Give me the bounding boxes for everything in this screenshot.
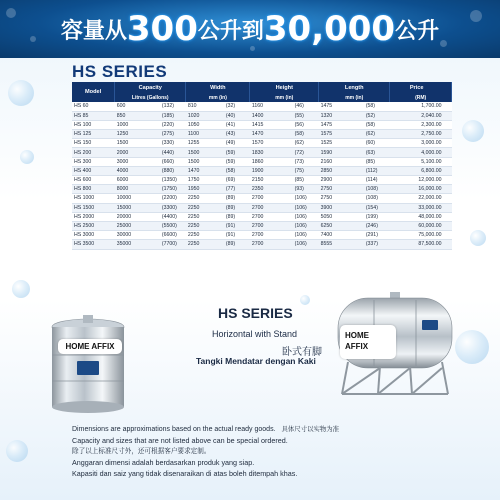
cell-height: [250, 231, 319, 240]
cell-model: HS 2000: [72, 212, 115, 221]
cell-height-in: (85): [294, 177, 304, 184]
cell-height: [250, 185, 319, 194]
col-header-width: Width: [186, 82, 250, 93]
cell-length: [319, 203, 390, 212]
cell-length-in: (154): [365, 204, 378, 211]
cell-litres: 600: [116, 103, 126, 110]
cell-width-in: (32): [225, 103, 236, 110]
note-line-2: Capacity and sizes that are not listed above can be special ordered.: [72, 436, 288, 445]
cell-litres: 15000: [116, 204, 132, 211]
cell-price: 33,000.00: [390, 203, 452, 212]
cell-height-mm: 1160: [251, 103, 264, 110]
cell-capacity: [115, 176, 186, 185]
cell-length: [319, 221, 390, 230]
cell-width-in: (89): [225, 213, 236, 220]
cell-price: 3,000.00: [390, 139, 452, 148]
cell-length-in: (58): [365, 121, 376, 128]
cell-model: HS 3500: [72, 240, 115, 249]
cell-gallons: (3300): [161, 204, 177, 211]
table-row: [72, 176, 452, 185]
cell-litres: 10000: [116, 195, 132, 202]
cell-price: 4,000.00: [390, 148, 452, 157]
col-header-height: Height: [250, 82, 319, 93]
cell-height-mm: 1570: [251, 140, 264, 147]
cell-capacity: [115, 185, 186, 194]
cell-model: HS 1000: [72, 194, 115, 203]
cell-width: [186, 139, 250, 148]
cell-length-in: (291): [365, 232, 378, 239]
headline-prefix: 容量从: [60, 18, 127, 44]
cell-height: [250, 212, 319, 221]
headline-mid: 公升到: [197, 18, 264, 44]
cell-price: 2,750.00: [390, 130, 452, 139]
cell-width: [186, 221, 250, 230]
note-line-3: 除了以上标准尺寸外，还可根据客户要求定制。: [72, 448, 211, 455]
cell-length: [319, 111, 390, 120]
cell-length-mm: 1320: [320, 112, 333, 119]
cell-height-in: (58): [294, 131, 304, 138]
note-line-1-en: Dimensions are approximations based on the actual ready goods.: [72, 426, 276, 433]
cell-litres: 1250: [116, 131, 129, 138]
cell-width-in: (59): [225, 158, 236, 165]
cell-width: [186, 194, 250, 203]
cell-length-mm: 1575: [320, 131, 333, 138]
cell-height-in: (93): [294, 186, 304, 193]
cell-length-mm: 2850: [320, 167, 333, 174]
cell-length-in: (246): [365, 223, 378, 230]
cell-width-in: (49): [225, 140, 236, 147]
cell-price: 1,700.00: [390, 102, 452, 111]
headline-capacity-from: 300: [126, 9, 198, 49]
spec-table: [72, 82, 452, 250]
cell-width: [186, 231, 250, 240]
cell-price: 2,300.00: [390, 120, 452, 129]
cell-width-in: (59): [225, 149, 236, 156]
cell-height-mm: 2350: [251, 186, 264, 193]
cell-height-mm: 1400: [251, 112, 264, 119]
cell-length: [319, 240, 390, 249]
brand-label-right-line1: HOME: [345, 331, 369, 340]
cell-width-mm: 1750: [187, 177, 200, 184]
note-line-5: Kapasiti dan saiz yang tidak disenaraikan di atas boleh ditempah khas.: [72, 469, 298, 478]
cell-width-mm: 810: [187, 103, 197, 110]
vertical-tank-image: [47, 315, 129, 415]
cell-length-in: (63): [365, 149, 376, 156]
bubble-decoration: [455, 330, 489, 364]
cell-price: 5,100.00: [390, 157, 452, 166]
cell-height-in: (62): [294, 140, 304, 147]
cell-height-in: (46): [294, 103, 304, 110]
table-row: [72, 240, 452, 249]
cell-height-mm: 1860: [251, 158, 264, 165]
cell-width-mm: 1500: [187, 149, 200, 156]
cell-height: [250, 194, 319, 203]
bubble-decoration: [12, 280, 30, 298]
cell-capacity: [115, 111, 186, 120]
cell-height-mm: 2700: [251, 241, 264, 248]
cell-length: [319, 139, 390, 148]
cell-price: 60,000.00: [390, 221, 452, 230]
cell-width-mm: 2250: [187, 232, 200, 239]
cell-height-mm: 1470: [251, 131, 264, 138]
cell-capacity: [115, 102, 186, 111]
cell-litres: 30000: [116, 232, 132, 239]
cell-length-in: (58): [365, 103, 376, 110]
cell-litres: 850: [116, 112, 126, 119]
cell-width: [186, 111, 250, 120]
product-subtitle-en: Horizontal with Stand: [212, 329, 298, 339]
cell-height-mm: 2700: [251, 223, 264, 230]
note-line-1: [72, 424, 492, 435]
cell-price: 6,800.00: [390, 166, 452, 175]
cell-gallons: (880): [161, 167, 174, 174]
brand-label-left: HOME AFFIX: [58, 339, 122, 354]
headline-capacity-to: 30,000: [263, 9, 396, 49]
cell-width: [186, 157, 250, 166]
cell-litres: 20000: [116, 213, 132, 220]
cell-capacity: [115, 203, 186, 212]
cell-height: [250, 203, 319, 212]
cell-height-mm: 2700: [251, 204, 264, 211]
col-header-length: Length: [319, 82, 390, 93]
cell-width-mm: 1470: [187, 167, 200, 174]
cell-price: 12,000.00: [390, 176, 452, 185]
bubble-decoration: [6, 440, 28, 462]
cell-width-mm: 2250: [187, 195, 200, 202]
cell-price: 2,040.00: [390, 111, 452, 120]
cell-price: 16,000.00: [390, 185, 452, 194]
cell-width-in: (77): [225, 186, 236, 193]
table-row: [72, 166, 452, 175]
cell-length: [319, 166, 390, 175]
table-row: [72, 139, 452, 148]
cell-gallons: (132): [161, 103, 174, 110]
cell-litres: 1500: [116, 140, 129, 147]
cell-length-in: (108): [365, 186, 378, 193]
cell-length-mm: 2750: [320, 186, 333, 193]
cell-litres: 35000: [116, 241, 132, 248]
notes-section: [72, 424, 492, 479]
cell-length-mm: 2750: [320, 195, 333, 202]
bubble-decoration: [462, 120, 484, 142]
note-line-4: Anggaran dimensi adalah berdasarkan produk yang siap.: [72, 458, 255, 467]
cell-height: [250, 148, 319, 157]
cell-length: [319, 212, 390, 221]
cell-gallons: (5500): [161, 223, 177, 230]
cell-gallons: (4400): [161, 213, 177, 220]
cell-height-mm: 1900: [251, 167, 264, 174]
cell-width: [186, 185, 250, 194]
cell-height: [250, 240, 319, 249]
bubble-decoration: [470, 230, 486, 246]
cell-height: [250, 166, 319, 175]
cell-height: [250, 102, 319, 111]
brand-label-right: [340, 325, 396, 359]
cell-height-in: (106): [294, 232, 307, 239]
cell-width-in: (91): [225, 223, 236, 230]
cell-litres: 2000: [116, 149, 129, 156]
cell-length-mm: 5050: [320, 213, 333, 220]
headline-suffix: 公升: [395, 18, 440, 44]
cell-height: [250, 139, 319, 148]
cell-capacity: [115, 139, 186, 148]
cell-width-mm: 2250: [187, 223, 200, 230]
capacity-headline: [0, 0, 500, 58]
cell-height-mm: 2150: [251, 177, 264, 184]
cell-length: [319, 231, 390, 240]
cell-model: HS 300: [72, 157, 115, 166]
table-series-title: HS SERIES: [72, 62, 168, 81]
cell-gallons: (330): [161, 140, 174, 147]
cell-width-mm: 1050: [187, 121, 200, 128]
cell-width: [186, 240, 250, 249]
cell-height-in: (106): [294, 204, 307, 211]
cell-model: HS 800: [72, 185, 115, 194]
cell-width-mm: 1020: [187, 112, 200, 119]
cell-litres: 1000: [116, 121, 129, 128]
cell-model: HS 600: [72, 176, 115, 185]
cell-capacity: [115, 221, 186, 230]
cell-capacity: [115, 240, 186, 249]
cell-height: [250, 120, 319, 129]
cell-height-mm: 2700: [251, 213, 264, 220]
cell-width-mm: 2250: [187, 213, 200, 220]
cell-width-mm: 1255: [187, 140, 200, 147]
cell-gallons: (660): [161, 158, 174, 165]
cell-width: [186, 176, 250, 185]
cell-height-in: (106): [294, 241, 307, 248]
cell-height: [250, 157, 319, 166]
cell-width: [186, 120, 250, 129]
note-line-1-cn: 具体尺寸以实物为准: [281, 426, 340, 433]
cell-capacity: [115, 130, 186, 139]
cell-capacity: [115, 212, 186, 221]
cell-height-in: (73): [294, 158, 304, 165]
cell-gallons: (1350): [161, 177, 177, 184]
cell-height-in: (56): [294, 121, 304, 128]
cell-width: [186, 102, 250, 111]
cell-length-in: (52): [365, 112, 376, 119]
cell-length-in: (108): [365, 195, 378, 202]
cell-model: HS 125: [72, 130, 115, 139]
cell-price: 87,500.00: [390, 240, 452, 249]
cell-length: [319, 102, 390, 111]
cell-height-in: (106): [294, 223, 307, 230]
col-subheader-length: mm (in): [319, 93, 390, 102]
cell-width: [186, 148, 250, 157]
cell-model: HS 1500: [72, 203, 115, 212]
col-subheader-width: mm (in): [186, 93, 250, 102]
cell-length-mm: 1525: [320, 140, 333, 147]
cell-model: HS 200: [72, 148, 115, 157]
cell-litres: 3000: [116, 158, 129, 165]
cell-width: [186, 203, 250, 212]
cell-width-mm: 1950: [187, 186, 200, 193]
cell-width-in: (89): [225, 204, 236, 211]
cell-width-in: (58): [225, 167, 236, 174]
table-row: [72, 194, 452, 203]
cell-price: 22,000.00: [390, 194, 452, 203]
cell-width-in: (91): [225, 232, 236, 239]
cell-width-in: (69): [225, 177, 236, 184]
cell-height-in: (106): [294, 195, 307, 202]
cell-model: HS 400: [72, 166, 115, 175]
table-row: [72, 221, 452, 230]
cell-length-mm: 1475: [320, 103, 333, 110]
cell-length-mm: 8555: [320, 241, 333, 248]
cell-gallons: (7700): [161, 241, 177, 248]
cell-width: [186, 166, 250, 175]
cell-model: HS 150: [72, 139, 115, 148]
cell-length-mm: 1590: [320, 149, 333, 156]
col-header-capacity: Capacity: [115, 82, 186, 93]
cell-height: [250, 176, 319, 185]
cell-height-mm: 1830: [251, 149, 264, 156]
cell-length: [319, 194, 390, 203]
cell-width-mm: 1100: [187, 131, 199, 138]
cell-gallons: (1750): [161, 186, 177, 193]
table-row: [72, 130, 452, 139]
cell-price: 75,000.00: [390, 231, 452, 240]
table-row: [72, 185, 452, 194]
cell-width: [186, 212, 250, 221]
cell-model: HS 2500: [72, 221, 115, 230]
product-subtitle-cn: 卧式有脚: [282, 347, 322, 358]
col-header-price: Price: [390, 82, 452, 93]
cell-height-mm: 2700: [251, 195, 264, 202]
col-subheader-capacity: Litres (Gallons): [115, 93, 186, 102]
cell-gallons: (220): [161, 121, 174, 128]
cell-height-mm: 2700: [251, 232, 264, 239]
cell-length: [319, 148, 390, 157]
col-subheader-price: (RM): [390, 93, 452, 102]
bubble-decoration: [20, 150, 34, 164]
cell-length: [319, 157, 390, 166]
cell-litres: 25000: [116, 223, 132, 230]
cell-length-in: (114): [365, 177, 378, 184]
table-row: [72, 231, 452, 240]
product-subtitle-ms: Tangki Mendatar dengan Kaki: [196, 356, 316, 366]
cell-length: [319, 120, 390, 129]
cell-width-mm: 1500: [187, 158, 200, 165]
top-banner: [0, 0, 500, 58]
cell-gallons: (6600): [161, 232, 177, 239]
table-row: [72, 203, 452, 212]
cell-capacity: [115, 120, 186, 129]
cell-length: [319, 185, 390, 194]
cell-height-in: (72): [294, 149, 304, 156]
table-row: [72, 157, 452, 166]
table-row: [72, 102, 452, 111]
cell-height-in: (55): [294, 112, 304, 119]
cell-height: [250, 111, 319, 120]
cell-height: [250, 221, 319, 230]
product-series-title: HS SERIES: [218, 305, 293, 321]
cell-length-mm: 2900: [320, 177, 333, 184]
cell-length: [319, 176, 390, 185]
cell-width-mm: 2250: [187, 241, 200, 248]
cell-price: 48,000.00: [390, 212, 452, 221]
cell-model: HS 100: [72, 120, 115, 129]
cell-length-in: (85): [365, 158, 376, 165]
cell-height-mm: 1415: [251, 121, 264, 128]
cell-model: HS 3000: [72, 231, 115, 240]
cell-litres: 4000: [116, 167, 129, 174]
cell-gallons: (275): [161, 131, 174, 138]
bubble-decoration: [300, 295, 310, 305]
table-row: [72, 148, 452, 157]
cell-gallons: (440): [161, 149, 174, 156]
cell-length-mm: 6250: [320, 223, 333, 230]
cell-length-in: (337): [365, 241, 378, 248]
col-header-model: Model: [72, 82, 115, 102]
cell-length-mm: 2160: [320, 158, 333, 165]
cell-length: [319, 130, 390, 139]
table-row: [72, 120, 452, 129]
cell-length-in: (62): [365, 131, 376, 138]
cell-width-in: (40): [225, 112, 236, 119]
cell-capacity: [115, 194, 186, 203]
cell-width-in: (41): [225, 121, 236, 128]
cell-length-mm: 1475: [320, 121, 333, 128]
cell-length-mm: 7400: [320, 232, 333, 239]
cell-model: HS 60: [72, 102, 115, 111]
cell-width: [186, 130, 250, 139]
spec-table-body: [72, 102, 452, 249]
bubble-decoration: [8, 80, 34, 106]
cell-length-in: (60): [365, 140, 376, 147]
cell-width-in: (89): [225, 195, 236, 202]
cell-gallons: (2200): [161, 195, 177, 202]
col-subheader-height: mm (in): [250, 93, 319, 102]
cell-width-in: (43): [225, 131, 236, 138]
cell-litres: 8000: [116, 186, 129, 193]
cell-width-mm: 2250: [187, 204, 200, 211]
cell-height-in: (75): [294, 167, 304, 174]
cell-length-in: (112): [365, 167, 378, 174]
cell-gallons: (185): [161, 112, 174, 119]
cell-capacity: [115, 166, 186, 175]
brand-label-right-line2: AFFIX: [345, 342, 369, 351]
cell-model: HS 85: [72, 111, 115, 120]
cell-length-mm: 3900: [320, 204, 333, 211]
cell-litres: 6000: [116, 177, 129, 184]
cell-height: [250, 130, 319, 139]
table-row: [72, 111, 452, 120]
cell-capacity: [115, 231, 186, 240]
cell-length-in: (199): [365, 213, 378, 220]
cell-capacity: [115, 157, 186, 166]
cell-width-in: (89): [225, 241, 236, 248]
cell-capacity: [115, 148, 186, 157]
cell-height-in: (106): [294, 213, 307, 220]
table-row: [72, 212, 452, 221]
